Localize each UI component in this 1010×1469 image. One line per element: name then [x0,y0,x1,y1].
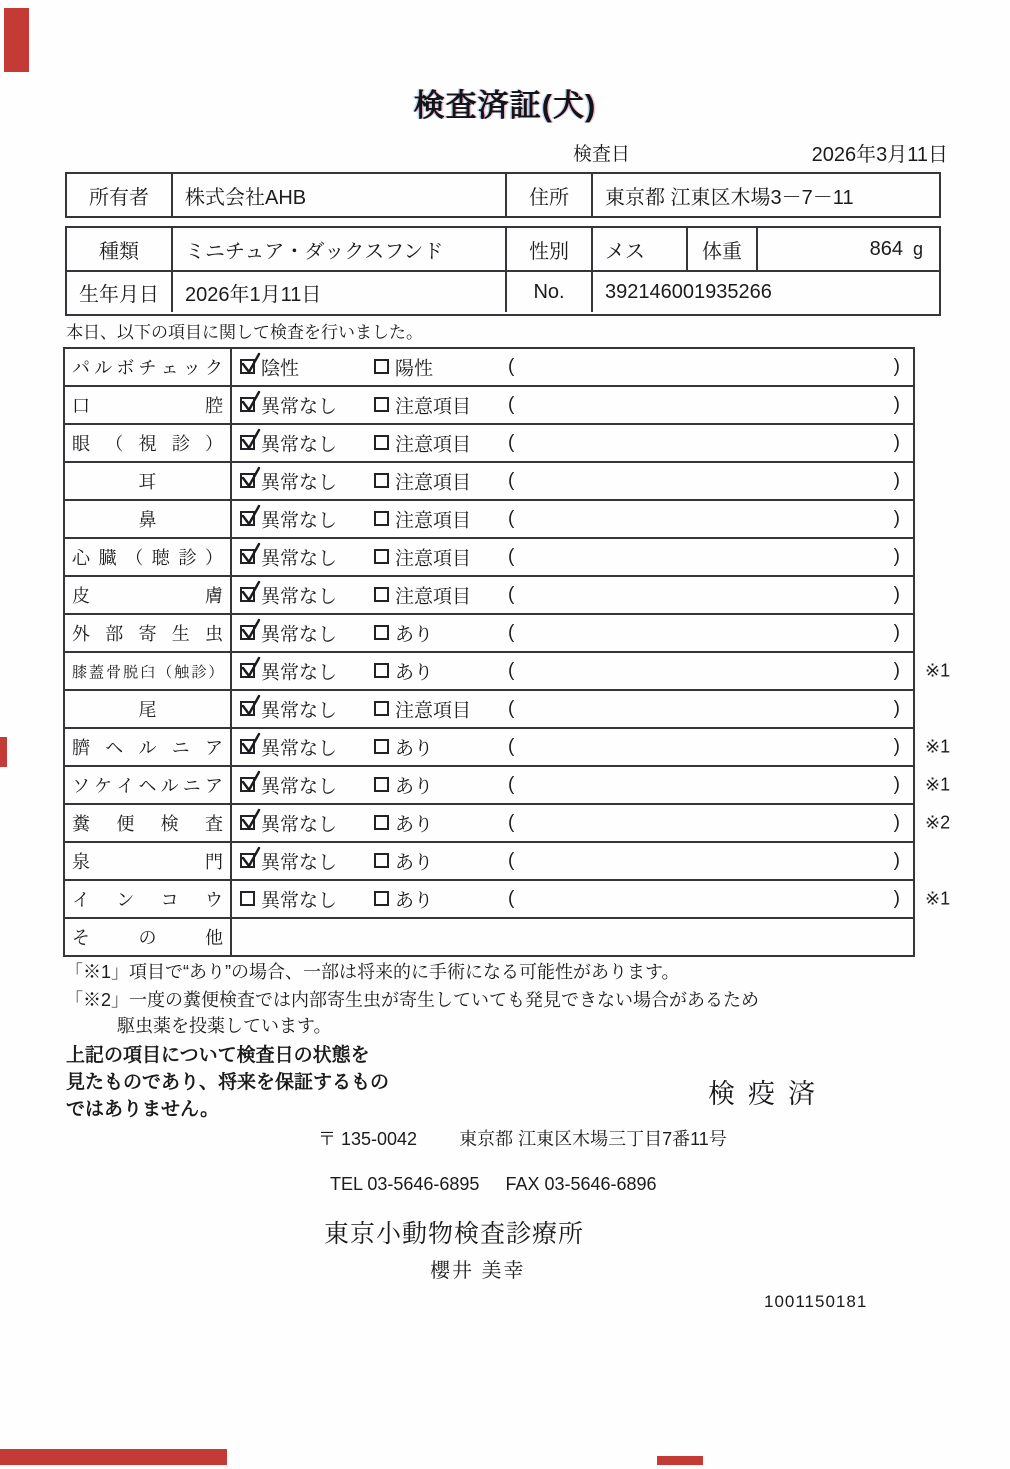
microchip-no-value: 392146001935266 [591,272,939,312]
clinic-address: 東京都 江東区木場三丁目7番11号 [459,1129,727,1149]
paren-close: ) [893,394,900,415]
checklist-item-label: 糞 便 検 査 [65,805,232,841]
checklist-result-cell [232,539,913,575]
weight-label-cell: 体重 [686,228,756,270]
birthdate-label-cell: 生年月日 [79,283,159,306]
birthdate-value: 2026年1月11日 [171,272,505,312]
paren-open: ( [508,622,515,643]
inspection-checklist-table [63,347,951,957]
checkmark-icon [240,845,262,870]
checklist-row [65,727,951,765]
checklist-item-label: 外 部 寄 生 虫 [65,615,232,651]
checklist-row [65,917,913,955]
option-1-label: 異常なし [261,396,338,418]
reference-marker: ※2 [925,812,951,833]
paren-open: ( [508,888,515,909]
option-1-label: 陰性 [261,358,300,380]
veterinarian-name: 櫻井 美幸 [430,1260,526,1282]
animal-table [65,226,941,316]
checklist-item-label: 皮 膚 [65,577,232,613]
checkbox-checked [240,549,255,564]
checkmark-icon [240,541,262,566]
checklist-result-cell [232,349,913,385]
checkbox-checked [240,587,255,602]
checkbox-checked [240,511,255,526]
breed-value: ミニチュア・ダックスフンド [171,228,505,270]
checklist-row [65,537,913,575]
checklist-result-cell [232,425,913,461]
checklist-row [65,499,913,537]
option-2-label: あり [395,662,434,684]
checkbox-unchecked [374,473,389,488]
checklist-result-cell [232,691,913,727]
option-1-label: 異常なし [261,852,338,874]
checklist-item-label: 尾 [65,691,232,727]
checkbox-unchecked [374,701,389,716]
checklist-result-cell [232,805,913,841]
checkmark-icon [240,579,262,604]
checklist-row [65,651,951,689]
option-2-label: 注意項目 [395,510,472,532]
disclaimer-text: 上記の項目について検査日の状態を 見たものであり、将来を保証するもの ではありません。 [66,1045,390,1120]
option-2-label: 注意項目 [395,700,472,722]
option-1-label: 異常なし [261,472,338,494]
inspection-date-value: 2026年3月11日 [811,144,948,166]
checklist-result-cell [232,729,913,765]
reference-marker: ※1 [925,774,951,795]
checklist-item-label: 鼻 [65,501,232,537]
paren-close: ) [893,812,900,833]
address-value: 東京都 江東区木場3－7－11 [591,174,939,216]
checkbox-unchecked [374,853,389,868]
owner-table [65,172,941,218]
document-number: 1001150181 [764,1292,868,1311]
checkbox-checked [240,397,255,412]
weight-unit: g [912,238,923,259]
option-1-label: 異常なし [261,890,338,912]
checklist-result-cell [232,653,913,689]
option-2-label: あり [395,776,434,798]
scan-edge-mark [0,737,7,767]
checklist-row [65,385,913,423]
checkbox-unchecked [374,549,389,564]
paren-open: ( [508,546,515,567]
footnote-2-cont: 駆虫薬を投薬しています。 [117,1016,332,1036]
footnote-1: 「※1」項目で“あり”の場合、一部は将来的に手術になる可能性があります。 [65,962,680,982]
paren-close: ) [893,546,900,567]
checkbox-checked [240,625,255,640]
paren-close: ) [893,888,900,909]
paren-close: ) [893,584,900,605]
option-1-label: 異常なし [261,624,338,646]
paren-close: ) [893,660,900,681]
checklist-item-label: 泉 門 [65,843,232,879]
clinic-phone-line [330,1174,657,1195]
option-1-label: 異常なし [261,776,338,798]
clinic-name: 東京小動物検査診療所 [324,1220,585,1248]
sex-label-cell: 性別 [505,228,591,270]
option-1-label: 異常なし [261,662,338,684]
checkbox-unchecked [374,891,389,906]
checkmark-icon [240,503,262,528]
owner-label-cell: 所有者 [89,186,149,209]
option-1-label: 異常なし [261,586,338,608]
option-2-label: 注意項目 [395,586,472,608]
checklist-row [65,803,951,841]
option-1-label: 異常なし [261,700,338,722]
checkbox-unchecked [374,815,389,830]
fax-number: FAX 03-5646-6896 [505,1174,657,1194]
checkbox-unchecked [374,397,389,412]
checkbox-unchecked [374,587,389,602]
checklist-result-cell [232,881,913,917]
option-2-label: あり [395,890,434,912]
checklist-result-cell [232,387,913,423]
checkmark-icon [240,769,262,794]
checklist-row [65,879,951,917]
paren-open: ( [508,736,515,757]
checklist-result-cell [232,919,913,955]
paren-close: ) [893,850,900,871]
checklist-item-label: 耳 [65,463,232,499]
checkbox-unchecked [374,625,389,640]
paren-close: ) [893,736,900,757]
paren-open: ( [508,394,515,415]
quarantine-stamp-text: 検疫済 [708,1079,828,1109]
checklist-item-label: 口 腔 [65,387,232,423]
option-2-label: あり [395,852,434,874]
checklist-result-cell [232,843,913,879]
breed-label-cell: 種類 [99,240,139,263]
clinic-address-line [318,1125,727,1151]
scan-edge-mark [4,8,29,72]
checklist-result-cell [232,501,913,537]
paren-open: ( [508,356,515,377]
checkbox-unchecked [374,663,389,678]
checklist-item-label: そ の 他 [65,919,232,955]
paren-open: ( [508,660,515,681]
checkbox-unchecked [240,891,255,906]
paren-open: ( [508,774,515,795]
reference-marker: ※1 [925,660,951,681]
checkbox-unchecked [374,435,389,450]
checkbox-unchecked [374,739,389,754]
option-2-label: 注意項目 [395,548,472,570]
reference-marker: ※1 [925,736,951,757]
checkbox-unchecked [374,511,389,526]
checkbox-checked [240,435,255,450]
paren-close: ) [893,470,900,491]
checklist-item-label: ソ ケ イ ヘ ル ニ ア [65,767,232,803]
checklist-row [65,689,913,727]
checkmark-icon [240,693,262,718]
checklist-item-label: パ ル ボ チ ェ ッ ク [65,349,232,385]
weight-value-cell [756,228,939,270]
checklist-result-cell [232,767,913,803]
option-1-label: 異常なし [261,814,338,836]
checklist-item-label: 膝 蓋 骨 脱 臼 （ 触 診 ） [65,653,232,689]
checkbox-checked [240,473,255,488]
paren-open: ( [508,584,515,605]
checklist-item-label: 心 臓 （ 聴 診 ） [65,539,232,575]
checkmark-icon [240,427,262,452]
checkmark-icon [240,389,262,414]
checkmark-icon [240,731,262,756]
document-title: 検査済証(犬) [413,88,597,123]
checklist-row [65,575,913,613]
inspection-date-label: 検査日 [573,144,631,165]
paren-close: ) [893,508,900,529]
checkmark-icon [240,617,262,642]
scan-edge-mark [0,1449,227,1465]
paren-open: ( [508,850,515,871]
postal-code: 〒 135-0042 [318,1129,418,1149]
sex-value: メス [591,228,686,270]
checklist-item-label: 臍 ヘ ル ニ ア [65,729,232,765]
scan-edge-mark [657,1456,703,1465]
paren-open: ( [508,432,515,453]
option-1-label: 異常なし [261,738,338,760]
checkbox-unchecked [374,777,389,792]
option-2-label: あり [395,738,434,760]
checkmark-icon [240,655,262,680]
checklist-item-label: 眼 （ 視 診 ） [65,425,232,461]
paren-open: ( [508,508,515,529]
checklist-result-cell [232,463,913,499]
checklist-result-cell [232,577,913,613]
checkbox-checked [240,853,255,868]
checkbox-checked [240,359,255,374]
checkbox-checked [240,701,255,716]
option-1-label: 異常なし [261,434,338,456]
checkmark-icon [240,807,262,832]
checklist-row [65,841,913,879]
paren-open: ( [508,812,515,833]
option-2-label: 陽性 [395,358,434,380]
checkbox-checked [240,815,255,830]
paren-close: ) [893,774,900,795]
owner-value: 株式会社AHB [171,174,505,216]
address-label-cell: 住所 [505,174,591,216]
option-2-label: あり [395,624,434,646]
checklist-item-label: イ ン コ ウ [65,881,232,917]
option-2-label: 注意項目 [395,472,472,494]
microchip-no-label: No. [505,272,591,312]
paren-close: ) [893,698,900,719]
checklist-row [65,461,913,499]
checklist-row [65,349,913,385]
checklist-result-cell [232,615,913,651]
option-2-label: あり [395,814,434,836]
checkbox-checked [240,663,255,678]
checkbox-checked [240,777,255,792]
footnote-2: 「※2」一度の糞便検査では内部寄生虫が寄生していても発見できない場合があるため [65,990,760,1010]
option-2-label: 注意項目 [395,434,472,456]
option-1-label: 異常なし [261,548,338,570]
tel-number: TEL 03-5646-6895 [330,1174,480,1194]
paren-close: ) [893,432,900,453]
weight-value: 864 [869,237,903,260]
checkmark-icon [240,351,262,376]
checklist-row [65,423,913,461]
option-1-label: 異常なし [261,510,338,532]
paren-open: ( [508,698,515,719]
checklist-row [65,613,913,651]
statement-text: 本日、以下の項目に関して検査を行いました。 [66,323,423,342]
checkmark-icon [240,465,262,490]
checklist-row [65,765,951,803]
checkbox-unchecked [374,359,389,374]
paren-close: ) [893,356,900,377]
reference-marker: ※1 [925,888,951,909]
paren-open: ( [508,470,515,491]
paren-close: ) [893,622,900,643]
option-2-label: 注意項目 [395,396,472,418]
checkbox-checked [240,739,255,754]
